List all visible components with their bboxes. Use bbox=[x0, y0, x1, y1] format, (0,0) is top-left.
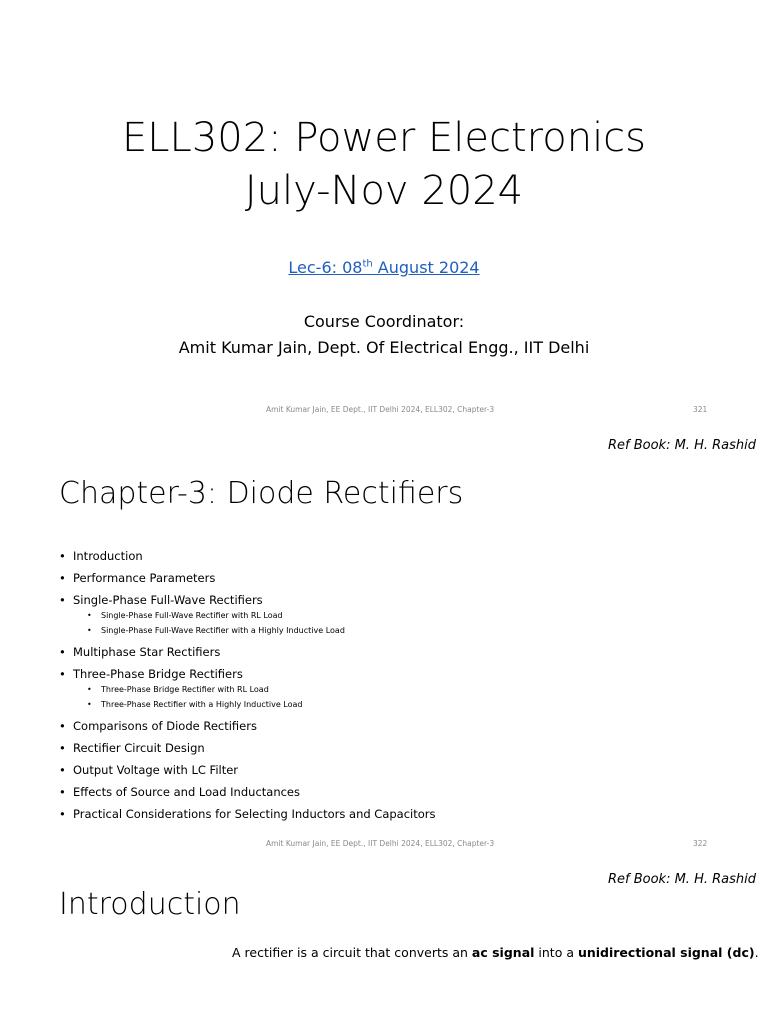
toc-item bbox=[59, 807, 739, 822]
lecture-link-superscript: th bbox=[362, 258, 373, 270]
bullet-icon: • bbox=[59, 645, 66, 659]
toc-subitem-label: Single-Phase Full-Wave Rectifier with a Highly Inductive Load bbox=[101, 626, 345, 635]
toc-item-label: Three-Phase Bridge Rectifiers bbox=[73, 667, 243, 681]
toc-item-label: Single-Phase Full-Wave Rectifiers bbox=[73, 593, 263, 607]
sub-bullet-icon: • bbox=[87, 626, 92, 635]
toc-list bbox=[59, 549, 739, 822]
toc-item bbox=[59, 741, 739, 756]
sub-bullet-icon: • bbox=[87, 685, 92, 694]
toc-item-label: Comparisons of Diode Rectifiers bbox=[73, 719, 257, 733]
toc-item-label: Introduction bbox=[73, 549, 143, 563]
slide2-ref-book: Ref Book: M. H. Rashid bbox=[607, 438, 756, 453]
toc-item-label: Performance Parameters bbox=[73, 571, 216, 585]
definition-part3: . bbox=[754, 945, 759, 960]
bullet-icon: • bbox=[59, 593, 66, 607]
toc-item bbox=[59, 763, 739, 778]
sub-bullet-icon: • bbox=[87, 700, 92, 709]
toc-item bbox=[59, 667, 739, 712]
slide1-title-line2: July-Nov 2024 bbox=[244, 168, 524, 214]
definition-bold-ac-signal: ac signal bbox=[471, 945, 535, 960]
toc-item-label: Effects of Source and Load Inductances bbox=[73, 785, 300, 799]
toc-subitem bbox=[87, 682, 739, 697]
toc-subitem bbox=[87, 697, 739, 712]
sub-bullet-icon: • bbox=[87, 611, 92, 620]
slide1-page-number: 321 bbox=[693, 405, 708, 414]
definition-bold-dc: unidirectional signal (dc) bbox=[577, 945, 755, 960]
toc-item-label: Rectifier Circuit Design bbox=[73, 741, 205, 755]
bullet-icon: • bbox=[59, 807, 66, 821]
toc-sublist bbox=[73, 608, 739, 638]
coordinator-label: Course Coordinator: bbox=[303, 312, 465, 331]
toc-subitem bbox=[87, 608, 739, 623]
slide2-page-number: 322 bbox=[693, 839, 708, 848]
toc-sublist bbox=[73, 682, 739, 712]
toc-item bbox=[59, 571, 739, 586]
toc-item-label: Practical Considerations for Selecting Inductors and Capacitors bbox=[73, 807, 436, 821]
toc-subitem-label: Single-Phase Full-Wave Rectifier with RL Load bbox=[101, 611, 283, 620]
bullet-icon: • bbox=[59, 549, 66, 563]
toc-subitem-label: Three-Phase Rectifier with a Highly Inductive Load bbox=[101, 700, 303, 709]
toc-item bbox=[59, 785, 739, 800]
toc-item-label: Multiphase Star Rectifiers bbox=[73, 645, 221, 659]
slide2-footer: Amit Kumar Jain, EE Dept., IIT Delhi 2024, ELL302, Chapter-3 bbox=[266, 839, 495, 848]
slide1-title-line1: ELL302: Power Electronics bbox=[121, 115, 647, 161]
toc-item bbox=[59, 549, 739, 564]
toc-item bbox=[59, 593, 739, 638]
slide1-footer: Amit Kumar Jain, EE Dept., IIT Delhi 2024, ELL302, Chapter-3 bbox=[266, 405, 495, 414]
rectifier-definition bbox=[232, 945, 759, 960]
slide2-heading: Chapter-3: Diode Rectifiers bbox=[59, 476, 464, 511]
lecture-link-suffix: August 2024 bbox=[372, 258, 480, 277]
bullet-icon: • bbox=[59, 763, 66, 777]
bullet-icon: • bbox=[59, 667, 66, 681]
slide3-heading: Introduction bbox=[59, 887, 241, 922]
bullet-icon: • bbox=[59, 741, 66, 755]
coordinator-name: Amit Kumar Jain, Dept. Of Electrical Engg., IIT Delhi bbox=[178, 338, 590, 357]
toc-subitem-label: Three-Phase Bridge Rectifier with RL Load bbox=[101, 685, 269, 694]
bullet-icon: • bbox=[59, 719, 66, 733]
bullet-icon: • bbox=[59, 571, 66, 585]
slide3-ref-book: Ref Book: M. H. Rashid bbox=[607, 872, 756, 887]
toc-item-label: Output Voltage with LC Filter bbox=[73, 763, 239, 777]
lecture-link-prefix: Lec-6: 08 bbox=[288, 258, 363, 277]
definition-part1: A rectifier is a circuit that converts an bbox=[232, 945, 472, 960]
toc-subitem bbox=[87, 623, 739, 638]
toc-item bbox=[59, 719, 739, 734]
lecture-date-link[interactable] bbox=[288, 258, 479, 277]
definition-part2: into a bbox=[534, 945, 578, 960]
toc-item bbox=[59, 645, 739, 660]
bullet-icon: • bbox=[59, 785, 66, 799]
